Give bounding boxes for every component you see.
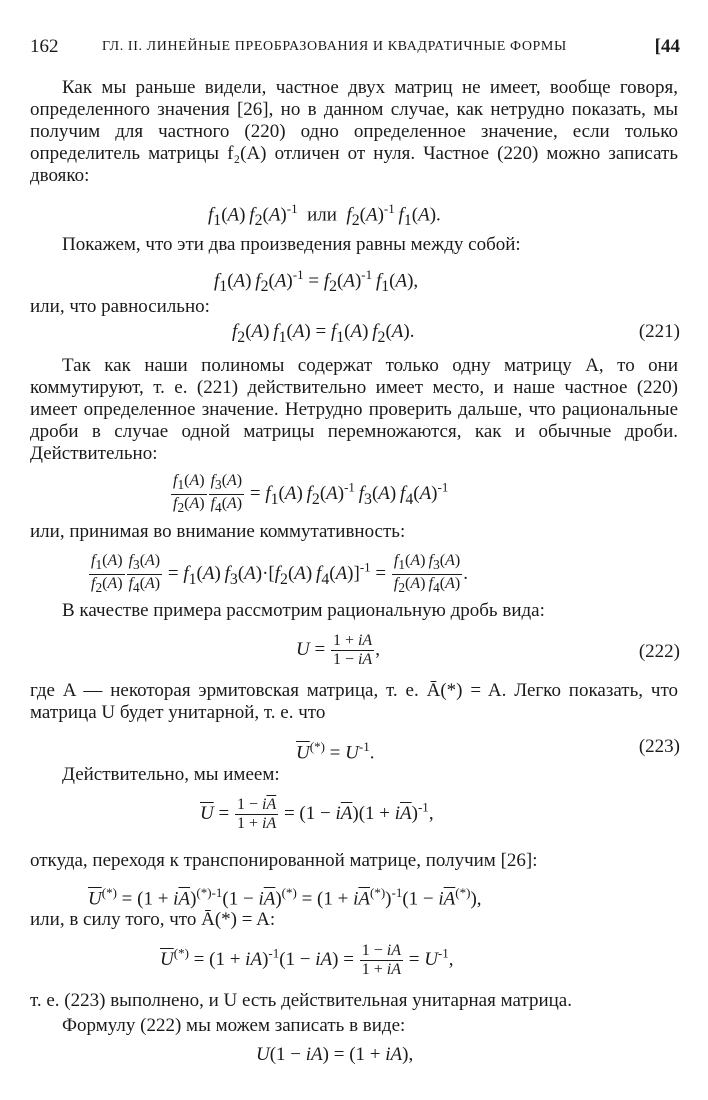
formula-commute: $f_1(A) f_2(A)^{-1} = f_2(A)^{-1}$ $f_1(A)$,	[214, 267, 419, 296]
formula-222: U = $\frac{1 + iA}{1 - iA}$ ,	[296, 632, 380, 668]
paragraph-1: Как мы раньше видели, частное двух матриц не имеет, вообще говоря, определенного значения [26], но в данном случае, как нетрудно показать, мы получим для частного (220) одно определенное значение, если только определитель матрицы f₂(A) отличен от нуля. Частное (220) можно записать двояко:	[30, 77, 678, 186]
formula-unitary: $\overline{U}^{(*)} = (1 + iA)^{-1}(1 - iA)$ = $\frac{1 - iA}{1 + iA}$ = $U^{-1}$,	[160, 942, 454, 978]
equation-number-222: (222)	[638, 641, 680, 662]
formula-two-forms: $f_1(A)$ $f_2(A)^{-1}$ или $f_2(A)^{-1}$ $f_1(A)$.	[208, 201, 441, 230]
paragraph-11: т. е. (223) выполнено, и U есть действительная унитарная матрица.	[30, 990, 572, 1011]
equation-number-223: (223)	[638, 736, 680, 757]
paragraph-6: В качестве примера рассмотрим рациональную дробь вида:	[62, 600, 545, 621]
paragraph-2: Покажем, что эти два произведения равны между собой:	[62, 234, 521, 255]
paragraph-10: или, в силу того, что Ā(*) = A:	[30, 909, 276, 930]
paragraph-8: Действительно, мы имеем:	[62, 764, 280, 785]
formula-commutativity: $\frac{f_1(A)}{f_2(A)}$ $\frac{f_3(A)}{f_4(A)}$ = $f_1(A)$ $f_3(A)\cdot[f_2(A) f_4(A)]^{-1}$ = $\frac{f_1(A) f_3(A)}{f_2(A) f_4(A)}$ .	[91, 552, 468, 596]
paragraph-7: где A — некоторая эрмитовская матрица, т. е. Ā(*) = A. Легко показать, что матрица U будет унитарной, т. е. что	[30, 680, 678, 723]
formula-conjugate: $\overline{U}$ = $\frac{1 - i\overline{A}}{1 + i\overline{A}}$ = $(1 - i\overline{A})(1 + i\overline{A})^{-1}$,	[200, 796, 434, 832]
paragraph-3: или, что равносильно:	[30, 296, 210, 317]
section-number: [44	[654, 36, 680, 57]
paragraph-12: Формулу (222) мы можем записать в виде:	[62, 1015, 406, 1036]
page-number: 162	[30, 36, 59, 57]
chapter-title: ГЛ. II. ЛИНЕЙНЫЕ ПРЕОБРАЗОВАНИЯ И КВАДРАТИЧНЫЕ ФОРМЫ	[102, 39, 567, 54]
paragraph-5: или, принимая во внимание коммутативность:	[30, 521, 406, 542]
equation-number-221: (221)	[638, 321, 680, 342]
paragraph-4: Так как наши полиномы содержат только одну матрицу A, то они коммутируют, т. е. (221) действительно имеет место, и наше частное (220) имеет определенное значение. Нетрудно проверить дальше, что рациональные дроби в случае одной матрицы перемножаются, как и обычные дроби. Действительно:	[30, 355, 678, 464]
formula-transpose: $\overline{U}^{(*)} = (1 + i\overline{A})^{(*)-1}(1 - i\overline{A})^{(*)} = (1 + i\overline{A}^{(*)})^{-1}(1 - i\overline{A}^{(*)})$,	[88, 885, 482, 910]
formula-221: $f_2(A) f_1(A) = f_1(A)$ $f_2(A)$.	[232, 321, 415, 346]
paragraph-9: откуда, переходя к транспонированной матрице, получим [26]:	[30, 850, 538, 871]
formula-final: U(1 − iA) = (1 + iA),	[256, 1044, 414, 1065]
formula-223: $\overline{U}^{(*)} = U^{-1}$.	[296, 739, 375, 764]
formula-product: $\frac{f_1(A)}{f_2(A)}$ $\frac{f_3(A)}{f_4(A)}$ = $f_1(A)$ $f_2(A)^{-1}$ $f_3(A)$ $f_4(A)^{-1}$	[173, 472, 449, 516]
running-header	[30, 36, 680, 58]
